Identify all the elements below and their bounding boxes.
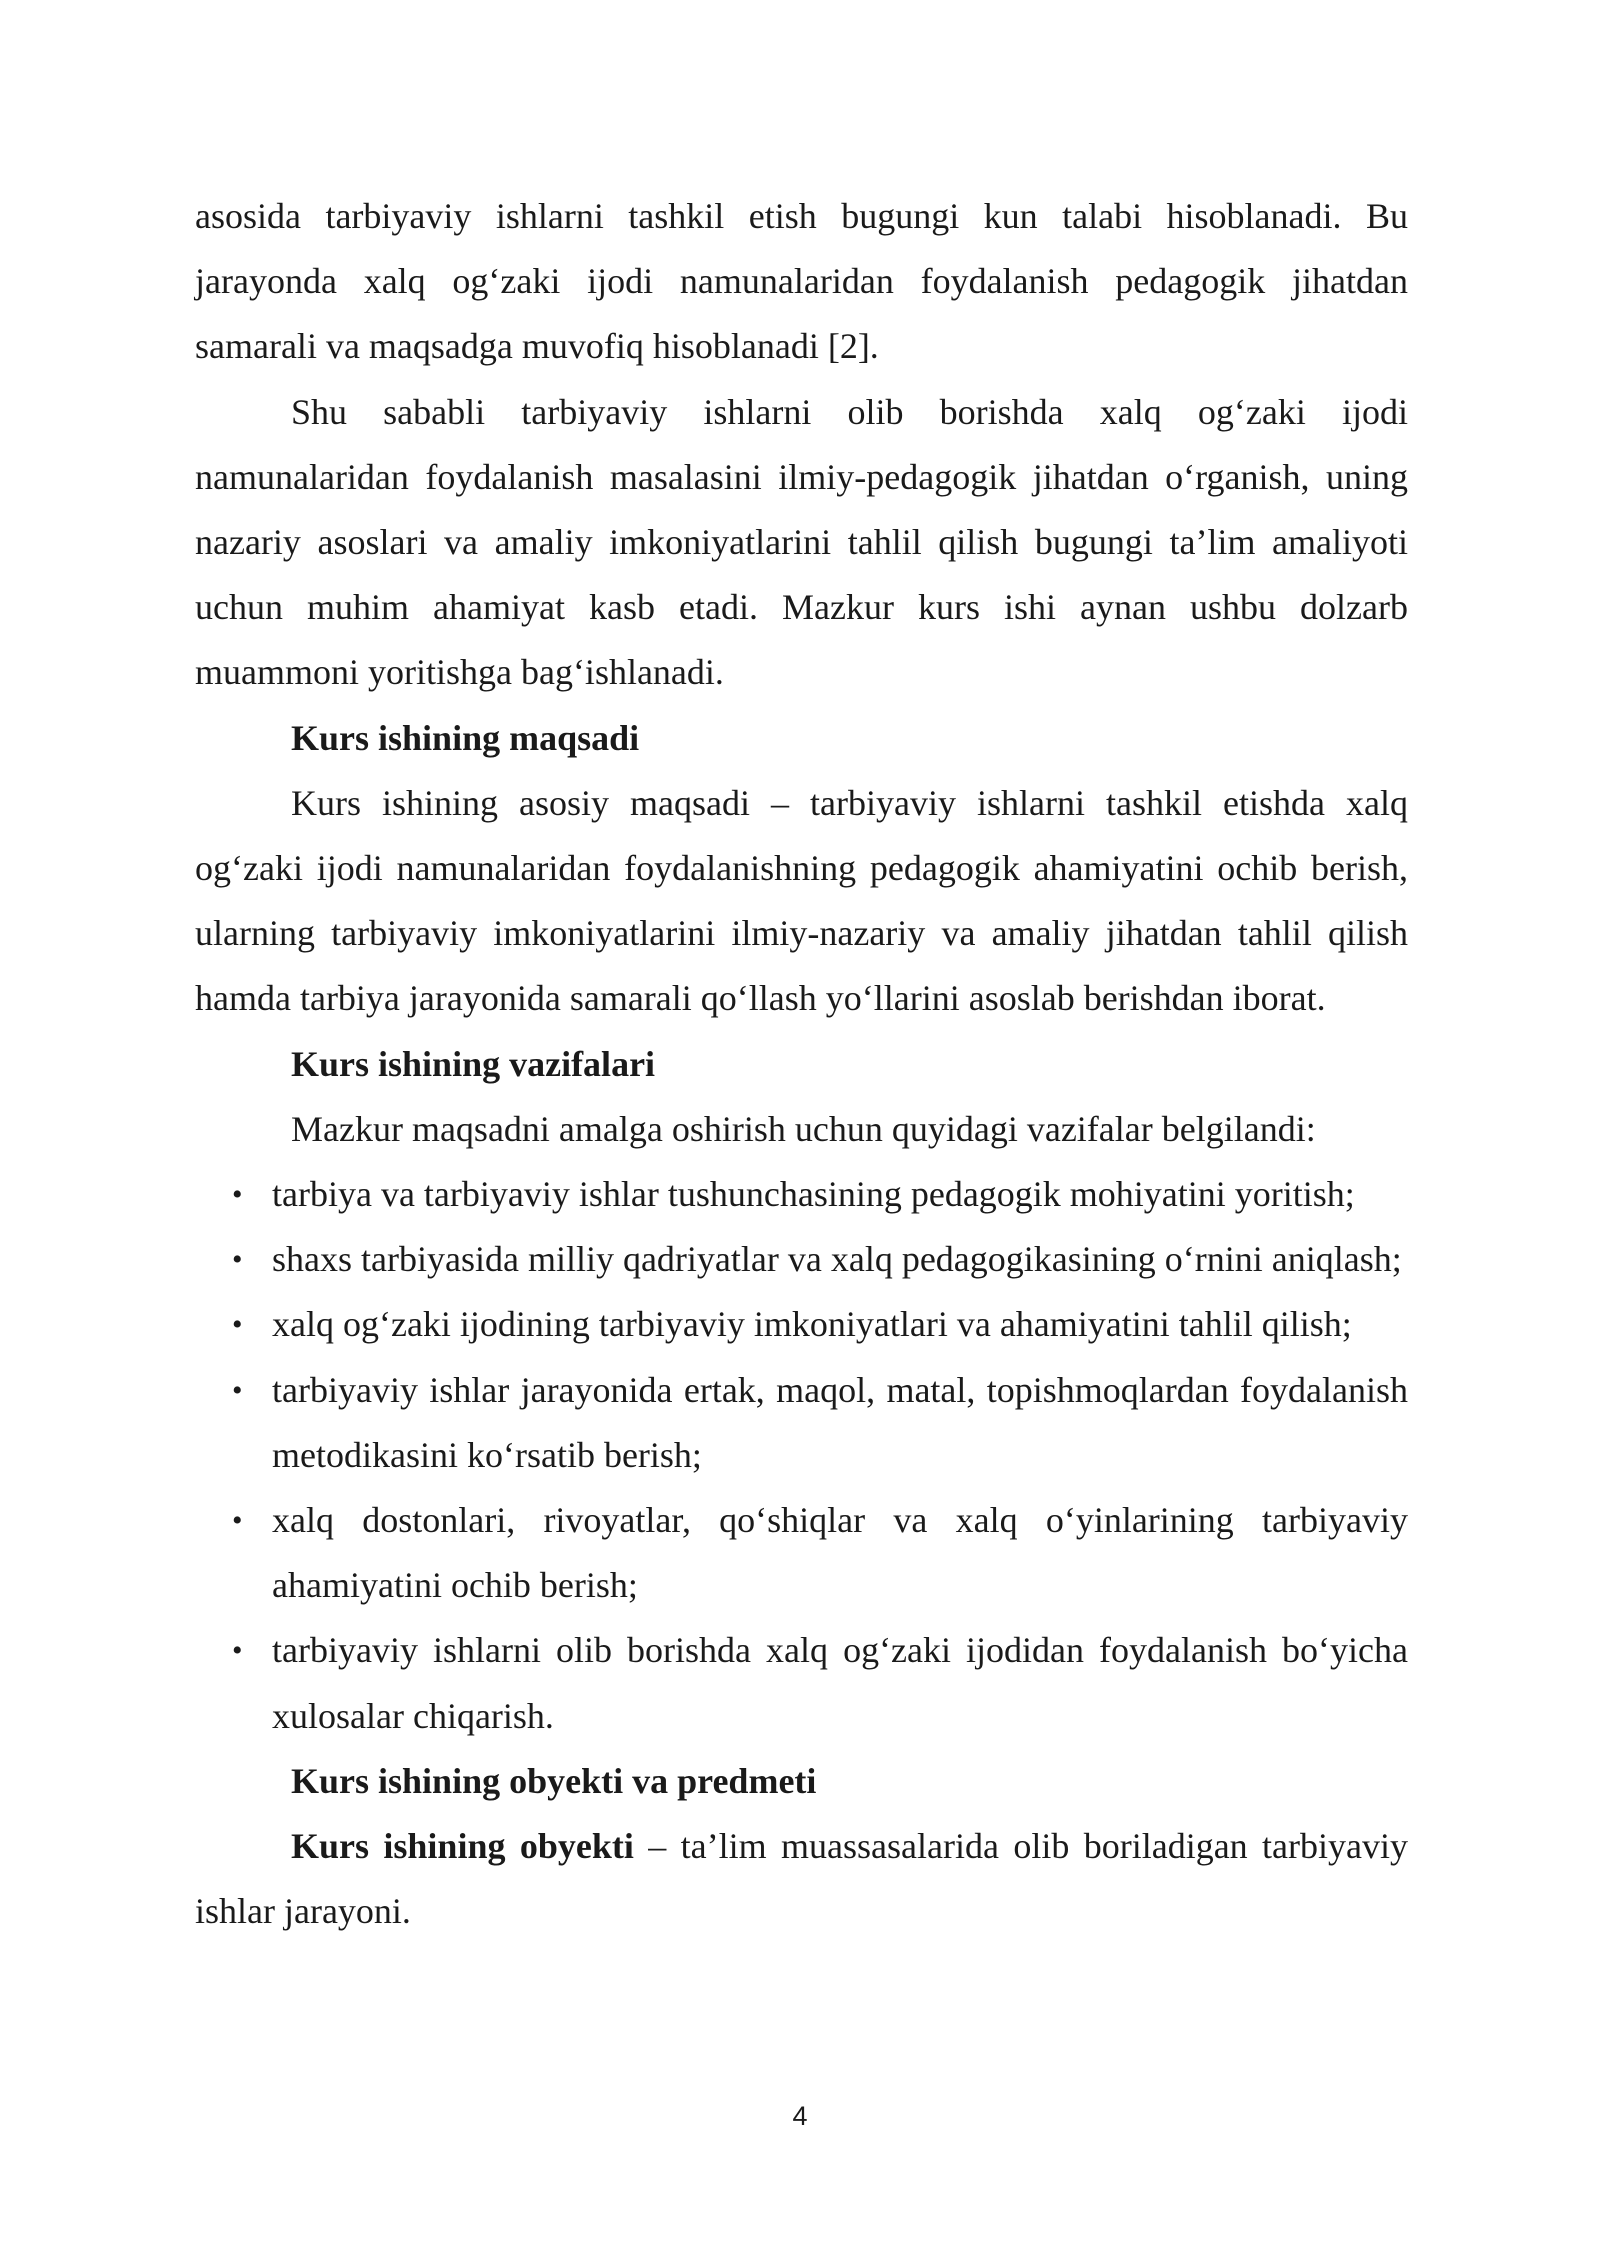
paragraph-intro-continuation: asosida tarbiyaviy ishlarni tashkil etish bugungi kun talabi hisoblanadi. Bu jarayonda xalq og‘zaki ijodi namunalaridan foydalanish pedagogik jihatdan samarali va maqsadga muvofiq hisoblanadi [2].: [195, 196, 1408, 367]
tasks-list: [195, 1162, 1408, 1749]
list-item: [195, 1618, 1408, 1748]
bullet-icon: •: [232, 1178, 243, 1212]
bullet-icon: •: [232, 1308, 243, 1342]
bullet-icon: •: [232, 1504, 243, 1538]
list-item-text: xalq dostonlari, rivoyatlar, qo‘shiqlar va xalq o‘yinlarining tarbiyaviy ahamiyatini ochib berish;: [272, 1500, 1408, 1606]
paragraph-relevance: Shu sababli tarbiyaviy ishlarni olib borishda xalq og‘zaki ijodi namunalaridan foydalanish masalasini ilmiy-pedagogik jihatdan o‘rganish, uning nazariy asoslari va amaliy imkoniyatlarini tahlil qilish bugungi ta’lim amaliyoti uchun muhim ahamiyat kasb etadi. Mazkur kurs ishi aynan ushbu dolzarb muammoni yoritishga bag‘ishlanadi.: [195, 391, 1408, 693]
object-label: Kurs ishining obyekti: [291, 1826, 634, 1867]
paragraph-goal: Kurs ishining asosiy maqsadi – tarbiyaviy ishlarni tashkil etishda xalq og‘zaki ijodi namunalaridan foydalanishning pedagogik ahamiyatini ochib berish, ularning tarbiyaviy imkoniyatlarini ilmiy-nazariy va amaliy jihatdan tahlil qilish hamda tarbiya jarayonida samarali qo‘llash yo‘llarini asoslab berishdan iborat.: [195, 782, 1408, 1019]
heading-tasks: Kurs ishining vazifalari: [291, 1043, 656, 1084]
page-number: 4: [792, 2101, 808, 2131]
heading-goal: Kurs ishining maqsadi: [291, 717, 640, 758]
list-item: [195, 1488, 1408, 1618]
paragraph-tasks-intro: Mazkur maqsadni amalga oshirish uchun quyidagi vazifalar belgilandi:: [291, 1108, 1316, 1149]
object-text: – ta’lim muassasalarida olib boriladigan tarbiyaviy ishlar jarayoni.: [195, 1826, 1409, 1932]
heading-object-subject: Kurs ishining obyekti va predmeti: [291, 1760, 817, 1801]
document-page: [195, 184, 1408, 1944]
bullet-icon: •: [232, 1634, 243, 1668]
list-item: [195, 1227, 1408, 1292]
list-item: [195, 1292, 1408, 1357]
paragraph-object: [195, 1814, 1408, 1944]
list-item-text: shaxs tarbiyasida milliy qadriyatlar va xalq pedagogikasining o‘rnini aniqlash;: [272, 1239, 1402, 1280]
list-item-text: tarbiyaviy ishlar jarayonida ertak, maqol, matal, topishmoqlardan foydalanish metodikasini ko‘rsatib berish;: [272, 1369, 1408, 1475]
list-item-text: tarbiyaviy ishlarni olib borishda xalq og‘zaki ijodidan foydalanish bo‘yicha xulosalar chiqarish.: [272, 1630, 1408, 1736]
bullet-icon: •: [232, 1373, 243, 1407]
list-item: [195, 1162, 1408, 1227]
bullet-icon: •: [232, 1243, 243, 1277]
list-item-text: xalq og‘zaki ijodining tarbiyaviy imkoniyatlari va ahamiyatini tahlil qilish;: [272, 1304, 1352, 1345]
list-item-text: tarbiya va tarbiyaviy ishlar tushunchasining pedagogik mohiyatini yoritish;: [272, 1174, 1355, 1215]
list-item: [195, 1358, 1408, 1488]
